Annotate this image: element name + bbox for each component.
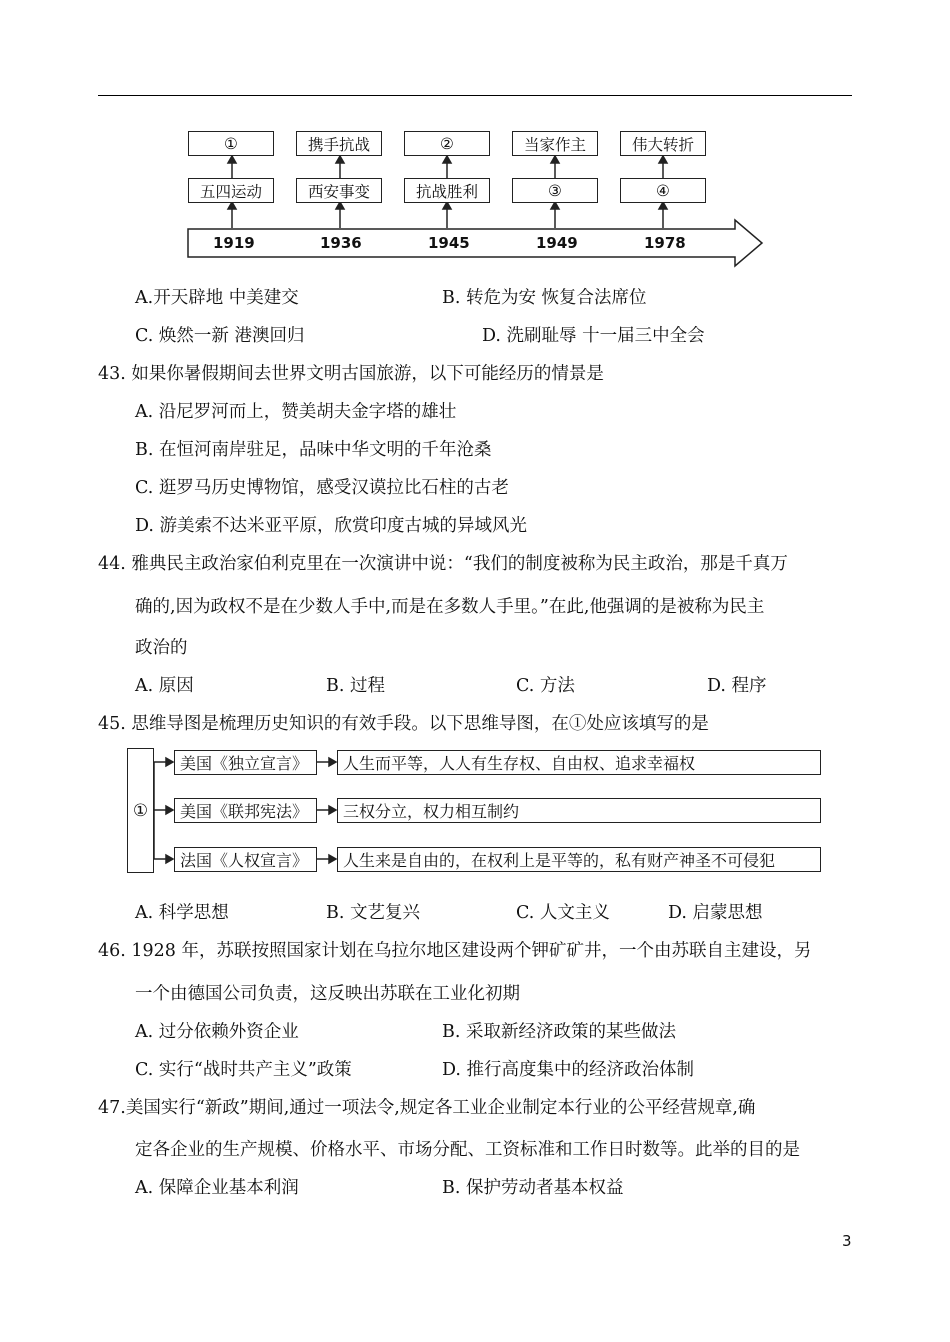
q43-option-c: C. 逛罗马历史博物馆，感受汉谟拉比石柱的古老 xyxy=(135,478,509,498)
q45-option-c: C. 人文主义 xyxy=(516,903,610,923)
timeline-year-2: 1936 xyxy=(320,234,362,252)
q44-option-d: D. 程序 xyxy=(707,676,767,696)
timeline-top-box-4: 当家作主 xyxy=(512,131,598,156)
q44-stem-line-3: 政治的 xyxy=(135,638,188,658)
q42-option-b: B. 转危为安 恢复合法席位 xyxy=(442,288,647,308)
q42-option-d: D. 洗刷耻辱 十一届三中全会 xyxy=(482,326,705,346)
mindmap-root: ① xyxy=(127,748,154,873)
mindmap-content-2: 三权分立，权力相互制约 xyxy=(337,798,821,823)
timeline-top-box-3: ② xyxy=(404,131,490,156)
page-number: 3 xyxy=(842,1232,852,1250)
q46-option-d: D. 推行高度集中的经济政治体制 xyxy=(442,1060,695,1080)
q46-stem-line-2: 一个由德国公司负责，这反映出苏联在工业化初期 xyxy=(135,984,520,1004)
q43-option-b: B. 在恒河南岸驻足，品味中华文明的千年沧桑 xyxy=(135,440,492,460)
q45-option-a: A. 科学思想 xyxy=(135,903,229,923)
q43-option-d: D. 游美索不达米亚平原，欣赏印度古城的异域风光 xyxy=(135,516,528,536)
q47-option-b: B. 保护劳动者基本权益 xyxy=(442,1178,624,1198)
q44-option-a: A. 原因 xyxy=(135,676,194,696)
q47-stem-line-2: 定各企业的生产规模、价格水平、市场分配、工资标准和工作日时数等。此举的目的是 xyxy=(135,1140,800,1160)
q46-option-a: A. 过分依赖外资企业 xyxy=(135,1022,299,1042)
mindmap-content-1: 人生而平等，人人有生存权、自由权、追求幸福权 xyxy=(337,750,821,775)
timeline-top-box-5: 伟大转折 xyxy=(620,131,706,156)
mindmap-content-3: 人生来是自由的，在权利上是平等的，私有财产神圣不可侵犯 xyxy=(337,847,821,872)
mindmap-doc-3: 法国《人权宣言》 xyxy=(174,847,317,872)
q47-option-a: A. 保障企业基本利润 xyxy=(135,1178,299,1198)
q43-option-a: A. 沿尼罗河而上，赞美胡夫金字塔的雄壮 xyxy=(135,402,457,422)
q43-stem: 43. 如果你暑假期间去世界文明古国旅游，以下可能经历的情景是 xyxy=(98,364,604,384)
q47-stem-line-1: 47.美国实行“新政”期间,通过一项法令,规定各工业企业制定本行业的公平经营规章,确 xyxy=(98,1098,756,1118)
q44-option-c: C. 方法 xyxy=(516,676,575,696)
q46-stem-line-1: 46. 1928 年，苏联按照国家计划在乌拉尔地区建设两个钾矿矿井，一个由苏联自主建设，另 xyxy=(98,941,812,961)
timeline-year-1: 1919 xyxy=(213,234,255,252)
timeline-bottom-box-1: 五四运动 xyxy=(188,178,274,203)
q44-stem-line-2: 确的,因为政权不是在少数人手中,而是在多数人手里。”在此,他强调的是被称为民主 xyxy=(135,597,765,617)
timeline-top-box-1: ① xyxy=(188,131,274,156)
q44-option-b: B. 过程 xyxy=(326,676,385,696)
timeline-top-box-2: 携手抗战 xyxy=(296,131,382,156)
timeline-year-5: 1978 xyxy=(644,234,686,252)
q45-option-b: B. 文艺复兴 xyxy=(326,903,420,923)
timeline-bottom-box-2: 西安事变 xyxy=(296,178,382,203)
q46-option-c: C. 实行“战时共产主义”政策 xyxy=(135,1060,352,1080)
q46-option-b: B. 采取新经济政策的某些做法 xyxy=(442,1022,676,1042)
timeline-year-4: 1949 xyxy=(536,234,578,252)
q42-option-c: C. 焕然一新 港澳回归 xyxy=(135,326,305,346)
q44-stem-line-1: 44. 雅典民主政治家伯利克里在一次演讲中说：“我们的制度被称为民主政治，那是千真万 xyxy=(98,554,788,574)
timeline-bottom-box-5: ④ xyxy=(620,178,706,203)
mindmap-doc-2: 美国《联邦宪法》 xyxy=(174,798,317,823)
timeline-bottom-box-4: ③ xyxy=(512,178,598,203)
mindmap-doc-1: 美国《独立宣言》 xyxy=(174,750,317,775)
timeline-bottom-box-3: 抗战胜利 xyxy=(404,178,490,203)
timeline-year-3: 1945 xyxy=(428,234,470,252)
q45-stem: 45. 思维导图是梳理历史知识的有效手段。以下思维导图，在①处应该填写的是 xyxy=(98,714,709,734)
q45-option-d: D. 启蒙思想 xyxy=(668,903,763,923)
q42-option-a: A.开天辟地 中美建交 xyxy=(135,288,299,308)
